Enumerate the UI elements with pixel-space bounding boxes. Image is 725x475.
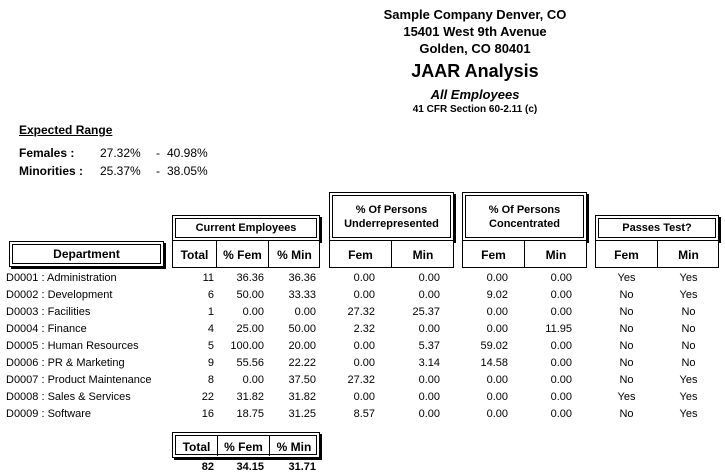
col-pass-fem: Fem	[614, 248, 639, 262]
cell-pct-min: 31.25	[288, 408, 316, 420]
cell-conc-min: 0.00	[550, 272, 572, 284]
report-subtitle: All Employees	[430, 87, 520, 102]
table-row	[0, 374, 725, 391]
cell-dept: D0006 : PR & Marketing	[6, 357, 125, 369]
totals-col-total: Total	[182, 440, 211, 454]
cell-dept: D0009 : Software	[6, 408, 91, 420]
table-row	[0, 340, 725, 357]
cell-pass-min: No	[681, 357, 696, 369]
cell-pass-min: Yes	[679, 289, 698, 301]
totals-col-fem: % Fem	[224, 440, 263, 454]
cell-under-fem: 0.00	[353, 289, 375, 301]
cell-total: 9	[207, 357, 214, 369]
cell-total: 6	[207, 289, 214, 301]
department-header-label: Department	[12, 244, 161, 264]
cell-pct-fem: 36.36	[236, 272, 264, 284]
cell-pct-fem: 18.75	[236, 408, 264, 420]
table-row	[0, 289, 725, 306]
cell-pct-min: 33.33	[288, 289, 316, 301]
report-regulation: 41 CFR Section 60-2.11 (c)	[412, 104, 538, 115]
cell-total: 8	[207, 374, 214, 386]
col-under-min: Min	[412, 248, 434, 262]
cell-conc-min: 0.00	[550, 391, 572, 403]
table-row	[0, 357, 725, 374]
cell-pass-fem: No	[619, 289, 634, 301]
cell-under-fem: 0.00	[353, 272, 375, 284]
cell-under-min: 25.37	[412, 306, 440, 318]
cell-conc-min: 0.00	[550, 374, 572, 386]
col-total: Total	[180, 248, 209, 262]
cell-under-min: 0.00	[418, 391, 440, 403]
cell-under-fem: 0.00	[353, 357, 375, 369]
cell-conc-min: 11.95	[545, 323, 572, 335]
cell-under-min: 3.14	[418, 357, 440, 369]
underrepresented-header	[329, 192, 454, 241]
cell-pct-min: 31.82	[288, 391, 316, 403]
cell-pct-fem: 100.00	[230, 340, 264, 352]
cell-dept: D0007 : Product Maintenance	[6, 374, 152, 386]
cell-total: 1	[207, 306, 214, 318]
cell-dept: D0005 : Human Resources	[6, 340, 139, 352]
cell-pct-fem: 0.00	[242, 374, 264, 386]
cell-pct-fem: 0.00	[242, 306, 264, 318]
cell-pct-fem: 50.00	[236, 289, 264, 301]
cell-dept: D0003 : Facilities	[6, 306, 91, 318]
col-conc-min: Min	[545, 248, 567, 262]
col-conc-fem: Fem	[481, 248, 506, 262]
current-employees-header	[172, 215, 320, 241]
table-row	[0, 306, 725, 323]
cell-conc-min: 0.00	[550, 408, 572, 420]
cell-under-fem: 2.32	[353, 323, 375, 335]
totals-min-value: 31.71	[288, 461, 316, 473]
cell-dept: D0008 : Sales & Services	[6, 391, 131, 403]
females-low: 27.32%	[100, 146, 141, 160]
cell-pass-min: No	[681, 306, 696, 318]
cell-pass-min: Yes	[679, 374, 698, 386]
col-under-fem: Fem	[348, 248, 373, 262]
cell-pass-fem: No	[619, 357, 634, 369]
females-label: Females :	[19, 146, 75, 160]
passes-test-label: Passes Test?	[598, 218, 716, 238]
cell-conc-fem: 14.58	[480, 357, 508, 369]
cell-dept: D0001 : Administration	[6, 272, 117, 284]
minorities-label: Minorities :	[19, 164, 84, 178]
cell-pct-fem: 25.00	[236, 323, 264, 335]
concentrated-label: % Of Persons Concentrated	[465, 195, 584, 238]
cell-pass-fem: No	[619, 306, 634, 318]
cell-pass-fem: No	[619, 408, 634, 420]
cell-pass-min: Yes	[679, 391, 698, 403]
cell-conc-fem: 0.00	[486, 408, 508, 420]
cell-pct-fem: 55.56	[236, 357, 264, 369]
cell-under-fem: 0.00	[353, 340, 375, 352]
expected-range-title: Expected Range	[19, 123, 113, 137]
cell-pct-min: 0.00	[294, 306, 316, 318]
cell-under-min: 5.37	[418, 340, 440, 352]
cell-conc-fem: 0.00	[486, 272, 508, 284]
totals-total-value: 82	[201, 461, 214, 473]
concentrated-header	[462, 192, 587, 241]
females-high: 40.98%	[167, 146, 208, 160]
company-address: 15401 West 9th Avenue	[403, 24, 547, 39]
cell-conc-fem: 59.02	[480, 340, 508, 352]
cell-pass-min: Yes	[679, 272, 698, 284]
report-title: JAAR Analysis	[411, 61, 539, 81]
totals-header	[172, 432, 320, 458]
underrepresented-label: % Of Persons Underrepresented	[332, 195, 451, 238]
cell-dept: D0004 : Finance	[6, 323, 87, 335]
cell-conc-fem: 0.00	[486, 323, 508, 335]
cell-under-min: 0.00	[418, 374, 440, 386]
cell-pct-min: 22.22	[288, 357, 316, 369]
cell-under-fem: 8.57	[353, 408, 375, 420]
cell-total: 4	[207, 323, 214, 335]
col-pct-fem: % Fem	[223, 248, 262, 262]
table-row	[0, 391, 725, 408]
table-row	[0, 408, 725, 425]
cell-under-min: 0.00	[418, 272, 440, 284]
cell-total: 16	[201, 408, 214, 420]
cell-under-min: 0.00	[418, 289, 440, 301]
cell-pass-fem: Yes	[617, 391, 636, 403]
col-pass-min: Min	[678, 248, 699, 262]
cell-conc-fem: 0.00	[486, 391, 508, 403]
totals-col-min: % Min	[276, 440, 312, 454]
cell-conc-min: 0.00	[550, 340, 572, 352]
cell-conc-fem: 9.02	[486, 289, 508, 301]
cell-dept: D0002 : Development	[6, 289, 113, 301]
company-city: Golden, CO 80401	[419, 41, 531, 56]
cell-total: 22	[201, 391, 214, 403]
totals-fem-value: 34.15	[236, 461, 264, 473]
cell-total: 11	[202, 272, 214, 284]
col-pct-min: % Min	[277, 248, 312, 262]
cell-pct-min: 37.50	[288, 374, 316, 386]
cell-pct-min: 20.00	[288, 340, 316, 352]
cell-under-fem: 0.00	[353, 391, 375, 403]
table-row	[0, 272, 725, 289]
company-name: Sample Company Denver, CO	[383, 7, 567, 22]
cell-pass-min: No	[681, 340, 696, 352]
cell-conc-min: 0.00	[550, 357, 572, 369]
department-header	[9, 241, 164, 267]
cell-pct-min: 50.00	[288, 323, 316, 335]
cell-pct-fem: 31.82	[236, 391, 264, 403]
cell-under-fem: 27.32	[347, 306, 375, 318]
cell-under-min: 0.00	[418, 408, 440, 420]
current-employees-label: Current Employees	[175, 218, 317, 238]
cell-total: 5	[207, 340, 214, 352]
cell-pass-fem: No	[619, 323, 634, 335]
minorities-high: 38.05%	[167, 164, 208, 178]
table-row	[0, 323, 725, 340]
cell-pass-fem: No	[619, 374, 634, 386]
cell-under-fem: 27.32	[347, 374, 375, 386]
cell-conc-min: 0.00	[550, 289, 572, 301]
cell-pass-fem: Yes	[617, 272, 636, 284]
cell-conc-min: 0.00	[550, 306, 572, 318]
cell-pass-min: No	[681, 323, 696, 335]
cell-conc-fem: 0.00	[486, 374, 508, 386]
cell-pass-fem: No	[619, 340, 634, 352]
passes-test-header	[595, 215, 719, 241]
cell-pass-min: Yes	[679, 408, 698, 420]
cell-conc-fem: 0.00	[486, 306, 508, 318]
cell-pct-min: 36.36	[288, 272, 316, 284]
females-dash: -	[156, 146, 160, 160]
minorities-low: 25.37%	[100, 164, 141, 178]
cell-under-min: 0.00	[418, 323, 440, 335]
minorities-dash: -	[156, 164, 160, 178]
